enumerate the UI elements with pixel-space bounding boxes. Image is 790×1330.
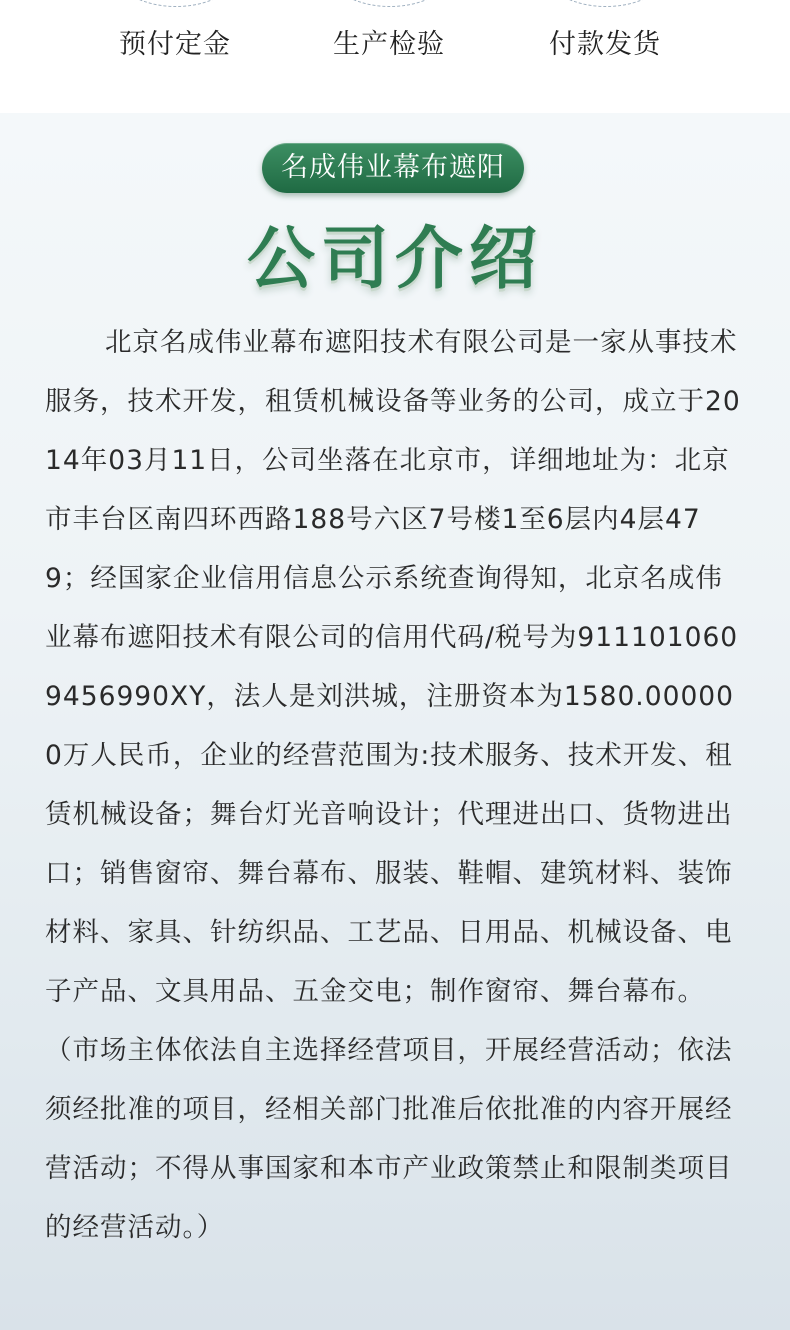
- brand-badge: 名成伟业幕布遮阳: [262, 143, 524, 193]
- company-description: 北京名成伟业幕布遮阳技术有限公司是一家从事技术服务，技术开发，租赁机械设备等业务的公司，成立于2014年03月11日，公司坐落在北京市，详细地址为：北京市丰台区南四环西路188号六区7号楼1至6层内4层479；经国家企业信用信息公示系统查询得知，北京名成伟业幕布遮阳技术有限公司的信用代码/税号为9111010609456990XY，法人是刘洪城，注册资本为1580.000000万人民币，企业的经营范围为:技术服务、技术开发、租赁机械设备；舞台灯光音响设计；代理进出口、货物进出口；销售窗帘、舞台幕布、服装、鞋帽、建筑材料、装饰材料、家具、针纺织品、工艺品、日用品、机械设备、电子产品、文具用品、五金交电；制作窗帘、舞台幕布。（市场主体依法自主选择经营项目，开展经营活动；依法须经批准的项目，经相关部门批准后依批准的内容开展经营活动；不得从事国家和本市产业政策禁止和限制类项目的经营活动。）: [45, 327, 741, 1243]
- process-steps: [0, 0, 790, 113]
- step-circle-inspection: [330, 0, 450, 7]
- company-intro-section: [0, 113, 790, 1330]
- step-label-inspection: 生产检验: [333, 29, 445, 60]
- step-circle-deposit: [116, 0, 236, 7]
- section-title: 公司介绍: [246, 220, 543, 299]
- step-label-delivery: 付款发货: [549, 29, 661, 60]
- step-circle-delivery: [546, 0, 666, 7]
- step-label-deposit: 预付定金: [119, 29, 231, 60]
